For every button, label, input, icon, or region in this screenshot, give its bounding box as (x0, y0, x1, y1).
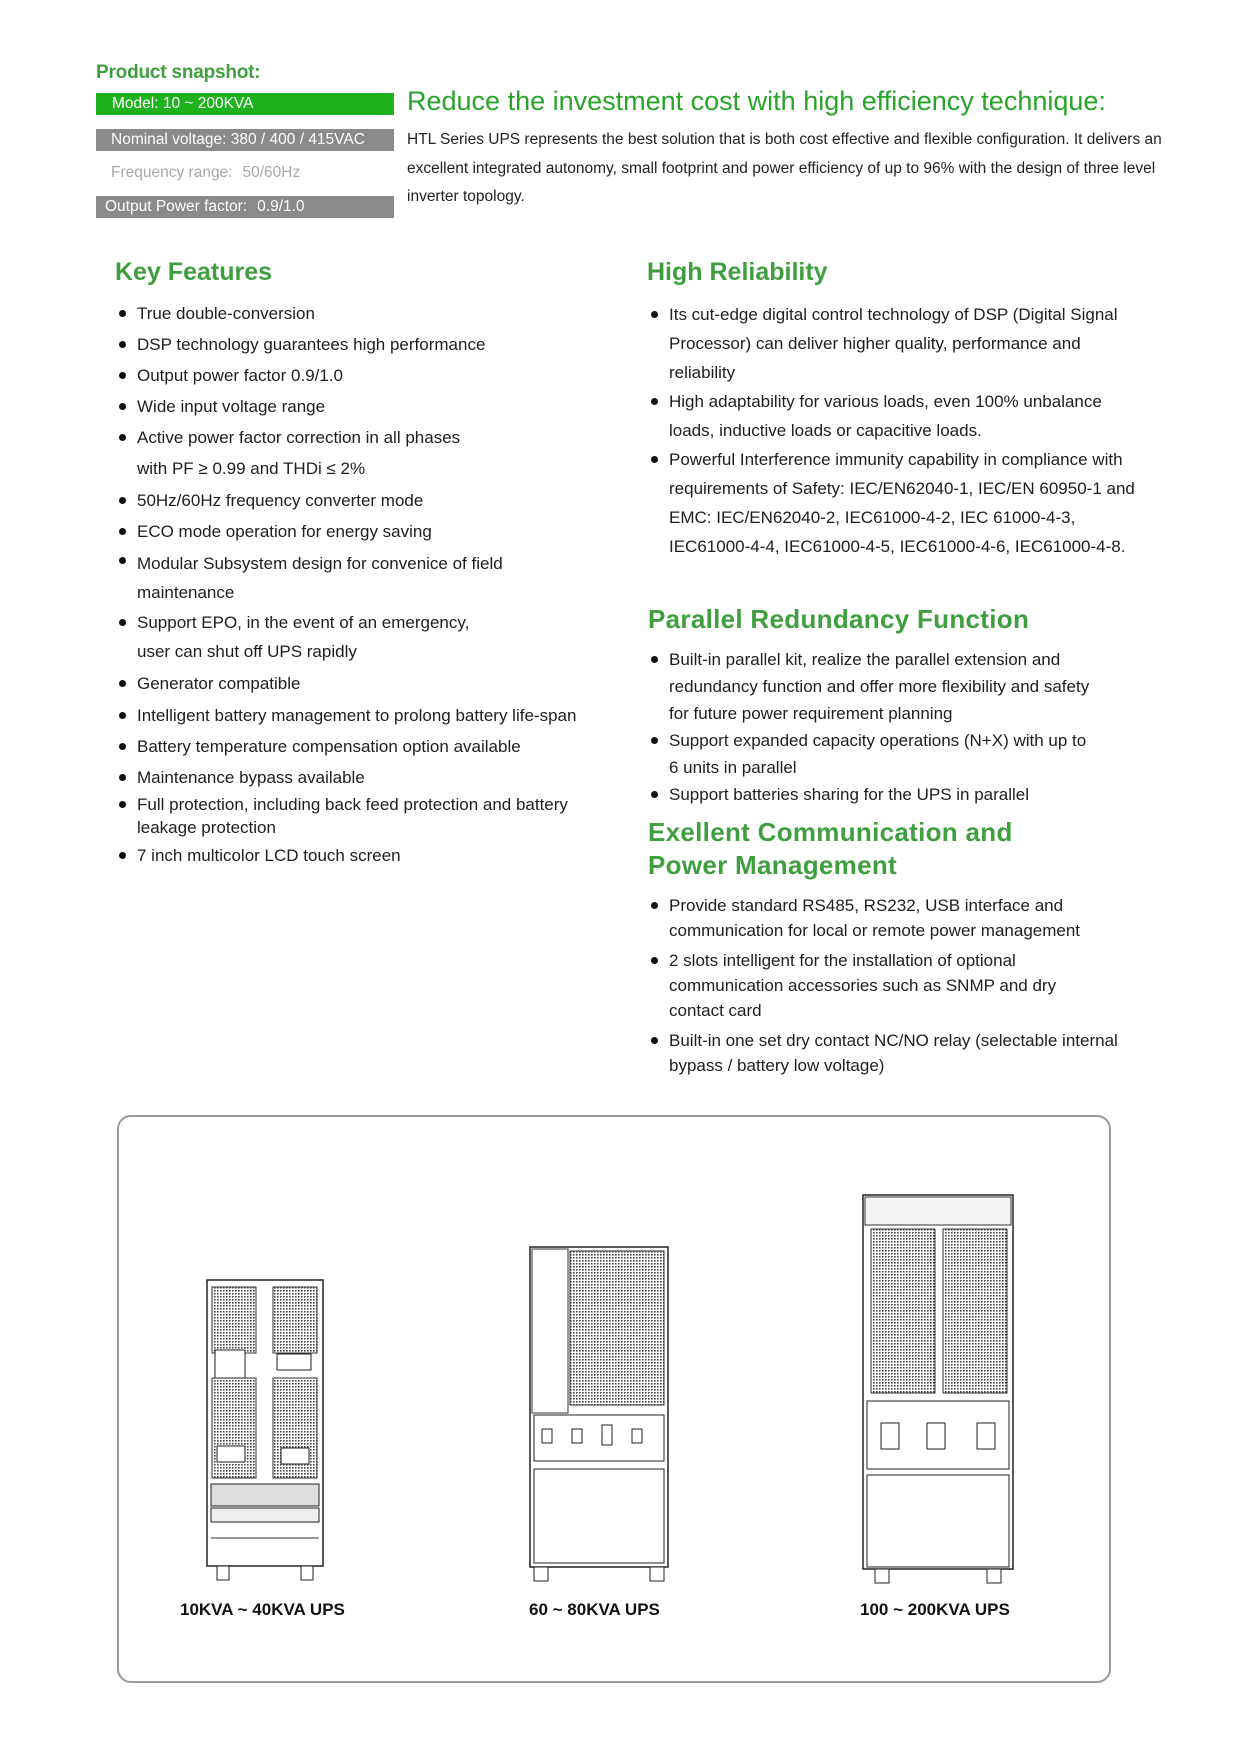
communication-list (649, 893, 1129, 1078)
product-caption-60-80kva: 60 ~ 80KVA UPS (529, 1600, 660, 1619)
communication-heading (648, 816, 1013, 882)
intro-body: HTL Series UPS represents the best solution that is both cost effective and flexible configuration. It delivers an excellent integrated autonomy, small footprint and power efficiency of up to 96% with the design of three level inverter topology. (407, 131, 1162, 205)
list-item: Output power factor 0.9/1.0 (117, 364, 637, 387)
list-item: Support batteries sharing for the UPS in parallel (649, 781, 1119, 808)
snapshot-output-power-factor (96, 196, 394, 218)
high-reliability-list (649, 300, 1149, 561)
list-item: Battery temperature compensation option available (117, 735, 637, 758)
list-item: Wide input voltage range (117, 395, 637, 418)
list-item: DSP technology guarantees high performance (117, 333, 637, 356)
list-item: Modular Subsystem design for convenice of field maintenance (117, 549, 547, 607)
power-factor-value: 0.9/1.0 (257, 198, 305, 215)
key-features-heading: Key Features (115, 258, 273, 286)
list-item: High adaptability for various loads, even 100% unbalance loads, inductive loads or capacitive loads. (649, 387, 1149, 445)
power-factor-label: Output Power factor: (105, 198, 248, 215)
list-item-continuation: with PF ≥ 0.99 and THDi ≤ 2% (137, 459, 366, 478)
list-item: 50Hz/60Hz frequency converter mode (117, 489, 637, 512)
list-item: Support EPO, in the event of an emergency, (117, 611, 637, 634)
list-item: Support expanded capacity operations (N+X) with up to 6 units in parallel (649, 727, 1099, 781)
list-item: Full protection, including back feed protection and battery leakage protection (117, 793, 607, 839)
intro-heading: Reduce the investment cost with high efficiency technique: (407, 86, 1106, 116)
ups-cabinet-100-200kva-image (861, 1193, 1015, 1585)
communication-heading-line-2: Power Management (648, 850, 897, 880)
frequency-value: 50/60Hz (242, 164, 301, 181)
product-caption-100-200kva: 100 ~ 200KVA UPS (860, 1600, 1010, 1619)
list-item: 7 inch multicolor LCD touch screen (117, 844, 637, 867)
list-item: Built-in one set dry contact NC/NO relay (selectable internal bypass / battery low voltage) (649, 1028, 1119, 1078)
list-item-continuation: user can shut off UPS rapidly (137, 642, 357, 661)
product-snapshot-title: Product snapshot: (96, 62, 261, 83)
snapshot-frequency-range (96, 162, 394, 184)
list-item: Provide standard RS485, RS232, USB interface and communication for local or remote power management (649, 893, 1119, 943)
list-item: Intelligent battery management to prolong battery life-span (117, 704, 637, 727)
list-item: True double-conversion (117, 302, 637, 325)
high-reliability-heading: High Reliability (647, 258, 828, 286)
key-features-list (117, 302, 637, 867)
list-item: Powerful Interference immunity capability in compliance with requirements of Safety: IEC/EN62040-1, IEC/EN 60950-1 and EMC: IEC/EN62040-2, IEC61000-4-2, IEC 61000-4-3, IEC61000-4-4, IEC61000-4-5, IEC61000-4-6, IEC61000-4-8. (649, 445, 1159, 561)
ups-cabinet-10-40kva-image (205, 1278, 325, 1584)
snapshot-nominal-voltage: Nominal voltage: 380 / 400 / 415VAC (96, 129, 394, 151)
snapshot-model: Model: 10 ~ 200KVA (96, 93, 394, 115)
list-item: Maintenance bypass available (117, 766, 637, 789)
list-item: Generator compatible (117, 672, 637, 695)
list-item: Built-in parallel kit, realize the parallel extension and redundancy function and offer more flexibility and safety for future power requirement planning (649, 646, 1099, 727)
frequency-label: Frequency range: (111, 164, 233, 181)
parallel-redundancy-list (649, 646, 1119, 808)
list-item: Active power factor correction in all phases (117, 426, 637, 449)
list-item: ECO mode operation for energy saving (117, 520, 637, 543)
parallel-redundancy-heading: Parallel Redundancy Function (648, 604, 1030, 634)
product-caption-10-40kva: 10KVA ~ 40KVA UPS (180, 1600, 345, 1619)
list-item: Its cut-edge digital control technology of DSP (Digital Signal Processor) can deliver higher quality, performance and reliability (649, 300, 1149, 387)
communication-heading-line-1: Exellent Communication and (648, 817, 1013, 847)
list-item: 2 slots intelligent for the installation of optional communication accessories such as SNMP and dry contact card (649, 948, 1069, 1023)
ups-cabinet-60-80kva-image (528, 1245, 670, 1585)
